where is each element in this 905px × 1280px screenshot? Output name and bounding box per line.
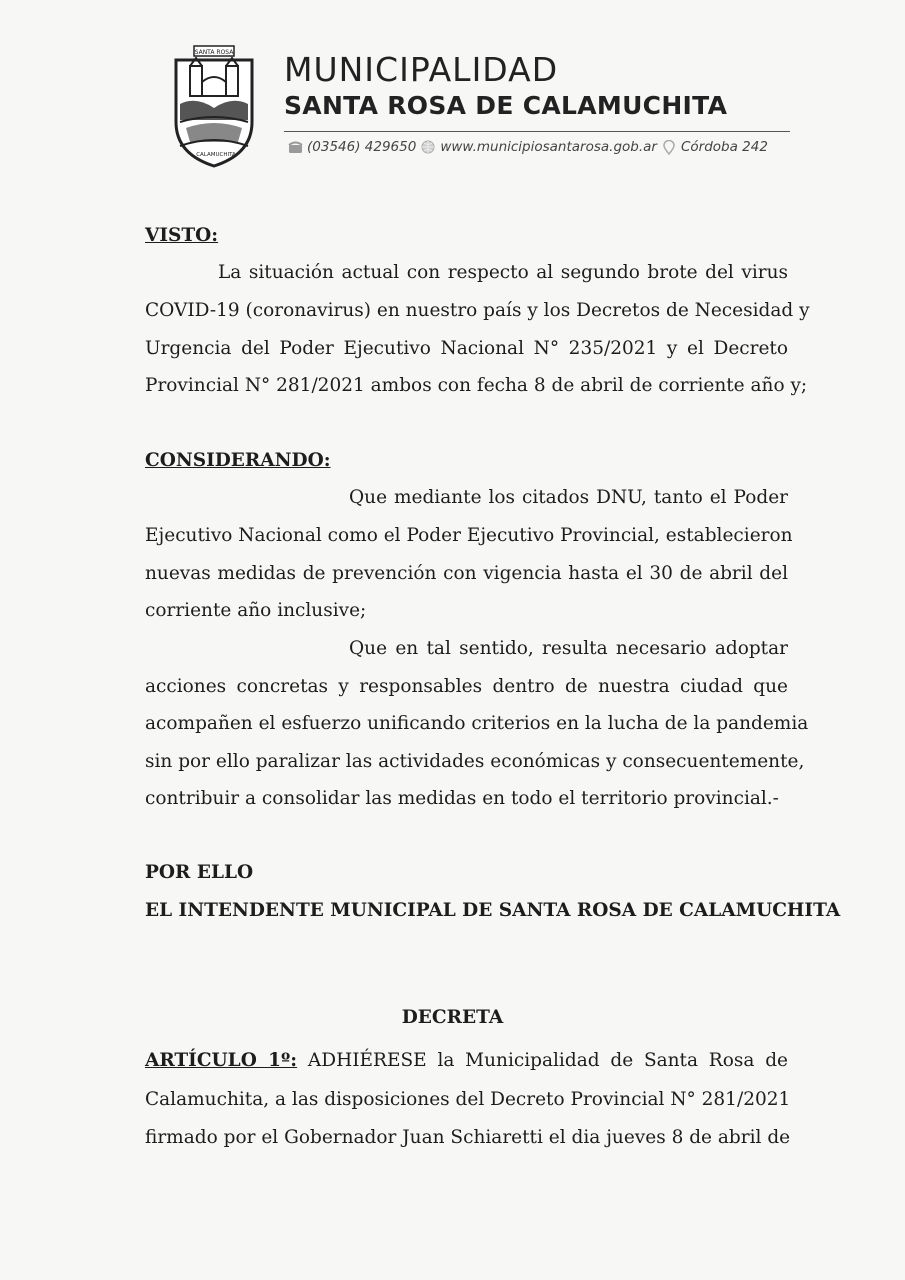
articulo-line: Calamuchita, a las disposiciones del Decreto Provincial N° 281/2021 (145, 1089, 791, 1110)
location-pin-icon (661, 139, 677, 155)
svg-text:CALAMUCHITA: CALAMUCHITA (196, 152, 236, 158)
globe-icon (420, 139, 436, 155)
articulo-1-line (145, 1050, 788, 1076)
letterhead-divider (284, 131, 790, 132)
visto-line: Provincial N° 281/2021 ambos con fecha 8 de abril de corriente año y; (145, 375, 808, 396)
considerando-line: corriente año inclusive; (145, 600, 367, 621)
letterhead-contact (287, 139, 768, 155)
considerando-heading: CONSIDERANDO: (145, 450, 331, 471)
articulo-1-text: ADHIÉRESE la Municipalidad de Santa Rosa de (297, 1050, 788, 1071)
articulo-line: firmado por el Gobernador Juan Schiaretti el dia jueves 8 de abril de (145, 1127, 791, 1148)
visto-line: Urgencia del Poder Ejecutivo Nacional N° 235/2021 y el Decreto (145, 338, 788, 359)
intendente-heading: EL INTENDENTE MUNICIPAL DE SANTA ROSA DE CALAMUCHITA (145, 900, 841, 921)
municipal-crest-logo (166, 42, 262, 170)
letterhead-title: MUNICIPALIDAD (284, 50, 559, 89)
articulo-1-label: ARTÍCULO 1º: (145, 1050, 298, 1071)
considerando-line: acciones concretas y responsables dentro de nuestra ciudad que (145, 676, 788, 697)
visto-heading: VISTO: (145, 225, 219, 246)
svg-text:SANTA ROSA: SANTA ROSA (194, 49, 234, 56)
considerando-line: sin por ello paralizar las actividades económicas y consecuentemente, (145, 751, 805, 772)
visto-line: La situación actual con respecto al segundo brote del virus (218, 262, 788, 283)
considerando-line: Que en tal sentido, resulta necesario adoptar (349, 638, 788, 659)
contact-address: Córdoba 242 (680, 139, 768, 155)
decreta-heading: DECRETA (401, 1007, 504, 1028)
phone-icon (287, 139, 303, 155)
letterhead-subtitle: SANTA ROSA DE CALAMUCHITA (284, 91, 728, 120)
contact-phone: (03546) 429650 (307, 139, 417, 155)
considerando-line: contribuir a consolidar las medidas en todo el territorio provincial.- (145, 788, 779, 809)
considerando-line: Que mediante los citados DNU, tanto el Poder (349, 487, 788, 508)
considerando-line: Ejecutivo Nacional como el Poder Ejecutivo Provincial, establecieron (145, 525, 793, 546)
considerando-line: nuevas medidas de prevención con vigencia hasta el 30 de abril del (145, 563, 788, 584)
contact-website: www.municipiosantarosa.gob.ar (440, 139, 657, 155)
por-ello-heading: POR ELLO (145, 862, 254, 883)
considerando-line: acompañen el esfuerzo unificando criterios en la lucha de la pandemia (145, 713, 809, 734)
visto-line: COVID-19 (coronavirus) en nuestro país y los Decretos de Necesidad y (145, 300, 810, 321)
